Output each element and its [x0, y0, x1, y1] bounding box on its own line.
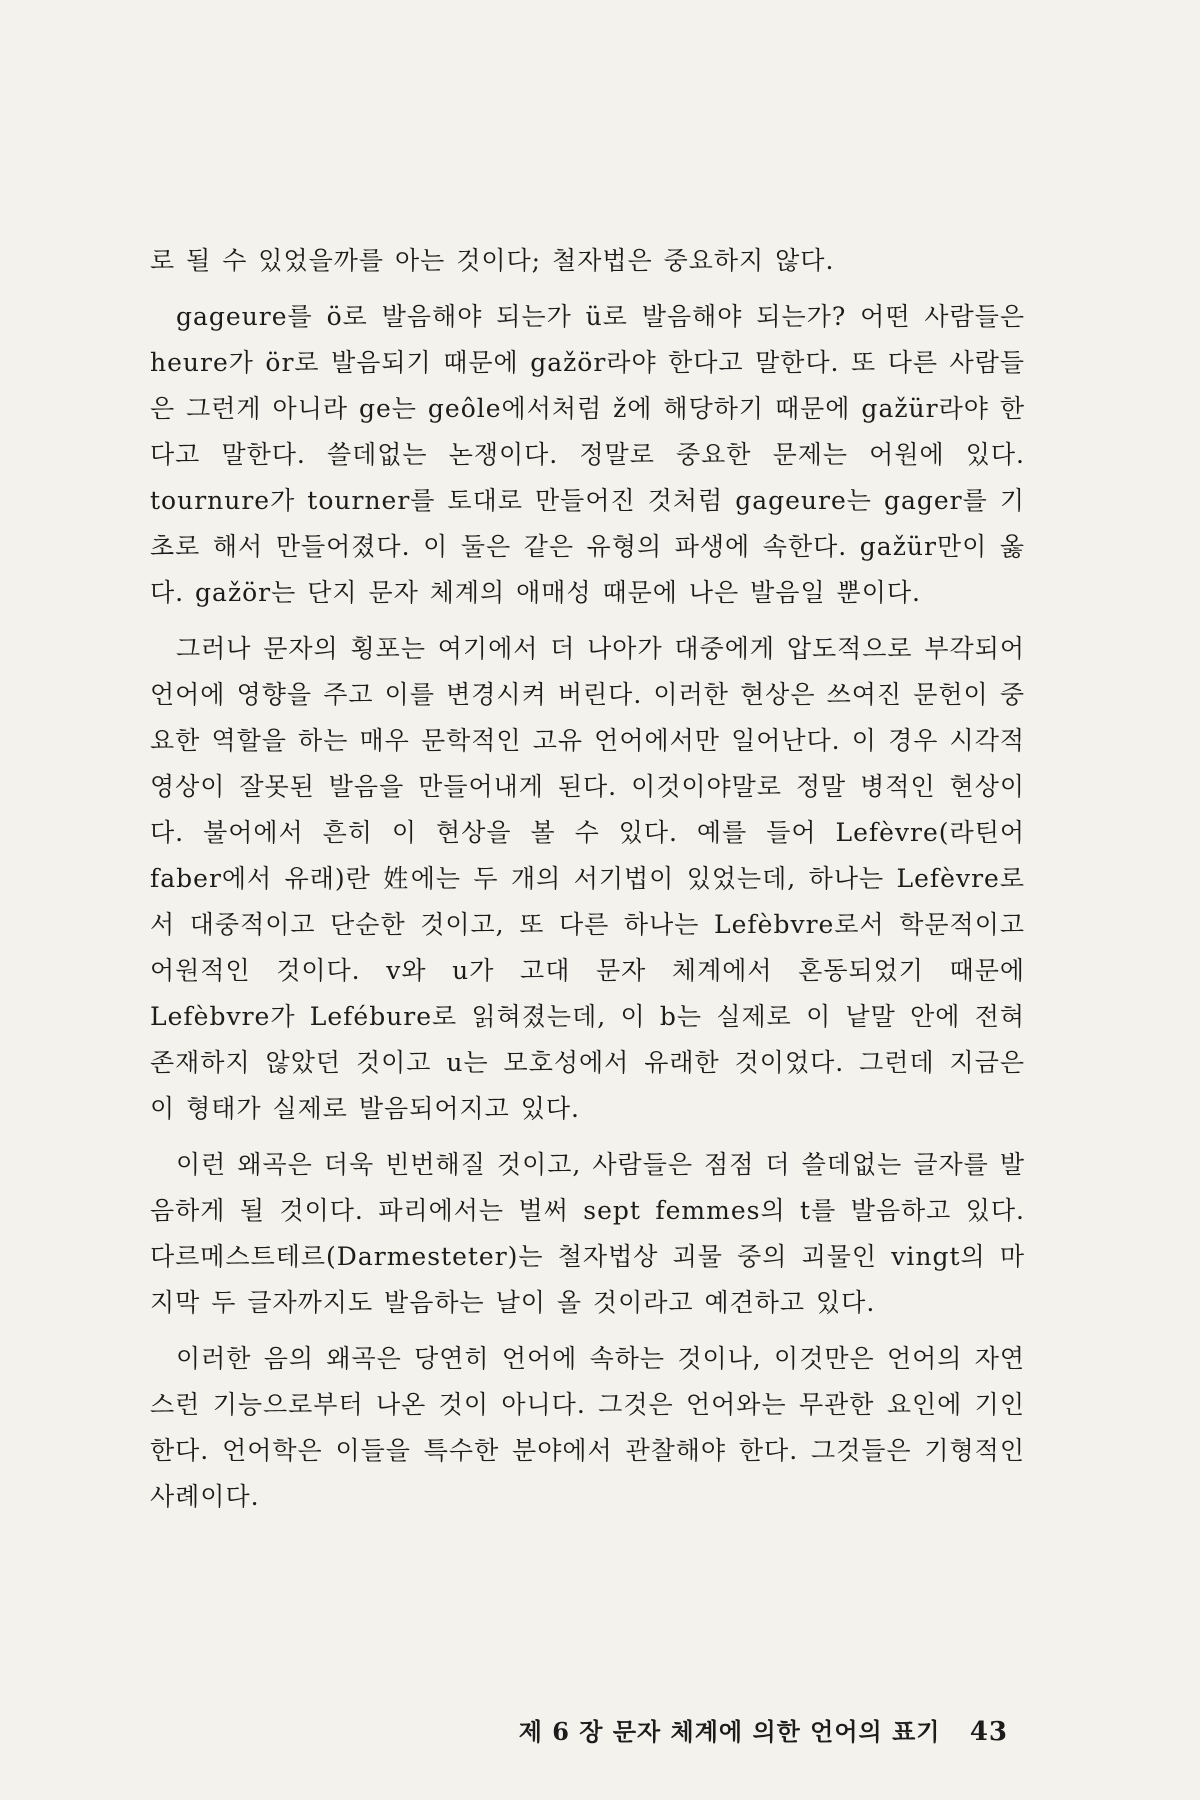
- paragraph-gageure: gageure를 ö로 발음해야 되는가 ü로 발음해야 되는가? 어떤 사람들은 heure가 ör로 발음되기 때문에 gažör라야 한다고 말한다. 또 다른 사람들은 그런게 아니라 ge는 geôle에서처럼 ž에 해당하기 때문에 gažür라야 한다고 말한다. 쓸데없는 논쟁이다. 정말로 중요한 문제는 어원에 있다. tournure가 tourner를 토대로 만들어진 것처럼 gageure는 gager를 기초로 해서 만들어졌다. 이 둘은 같은 유형의 파생에 속한다. gažür만이 옳다. gažör는 단지 문자 체계의 애매성 때문에 나은 발음일 뿐이다.: [150, 302, 1025, 607]
- page-number: 43: [969, 1717, 1008, 1747]
- page-footer: [519, 1712, 1008, 1747]
- chapter-title: 제 6 장 문자 체계에 의한 언어의 표기: [518, 1717, 941, 1746]
- body-text: [150, 238, 1025, 1530]
- paragraph-distortion: 이런 왜곡은 더욱 빈번해질 것이고, 사람들은 점점 더 쓸데없는 글자를 발음하게 될 것이다. 파리에서는 벌써 sept femmes의 t를 발음하고 있다. 다르메스트테르(Darmesteter)는 철자법상 괴물 중의 괴물인 vingt의 마지막 두 글자까지도 발음하는 날이 올 것이라고 예견하고 있다.: [150, 1150, 1025, 1317]
- paragraph-tyranny-of-writing: 그러나 문자의 횡포는 여기에서 더 나아가 대중에게 압도적으로 부각되어 언어에 영향을 주고 이를 변경시켜 버린다. 이러한 현상은 쓰여진 문헌이 중요한 역할을 하는 매우 문학적인 고유 언어에서만 일어난다. 이 경우 시각적 영상이 잘못된 발음을 만들어내게 된다. 이것이야말로 정말 병적인 현상이다. 불어에서 흔히 이 현상을 볼 수 있다. 예를 들어 Lefèvre(라틴어 faber에서 유래)란 姓에는 두 개의 서기법이 있었는데, 하나는 Lefèvre로서 대중적이고 단순한 것이고, 또 다른 하나는 Lefèbvre로서 학문적이고 어원적인 것이다. v와 u가 고대 문자 체계에서 혼동되었기 때문에 Lefèbvre가 Lefébure로 읽혀졌는데, 이 b는 실제로 이 낱말 안에 전혀 존재하지 않았던 것이고 u는 모호성에서 유래한 것이었다. 그런데 지금은 이 형태가 실제로 발음되어지고 있다.: [150, 634, 1025, 1123]
- paragraph-conclusion: 이러한 음의 왜곡은 당연히 언어에 속하는 것이나, 이것만은 언어의 자연스런 기능으로부터 나온 것이 아니다. 그것은 언어와는 무관한 요인에 기인한다. 언어학은 이들을 특수한 분야에서 관찰해야 한다. 그것들은 기형적인 사례이다.: [150, 1344, 1025, 1511]
- paragraph-continuation: 로 될 수 있었을까를 아는 것이다; 철자법은 중요하지 않다.: [150, 246, 835, 275]
